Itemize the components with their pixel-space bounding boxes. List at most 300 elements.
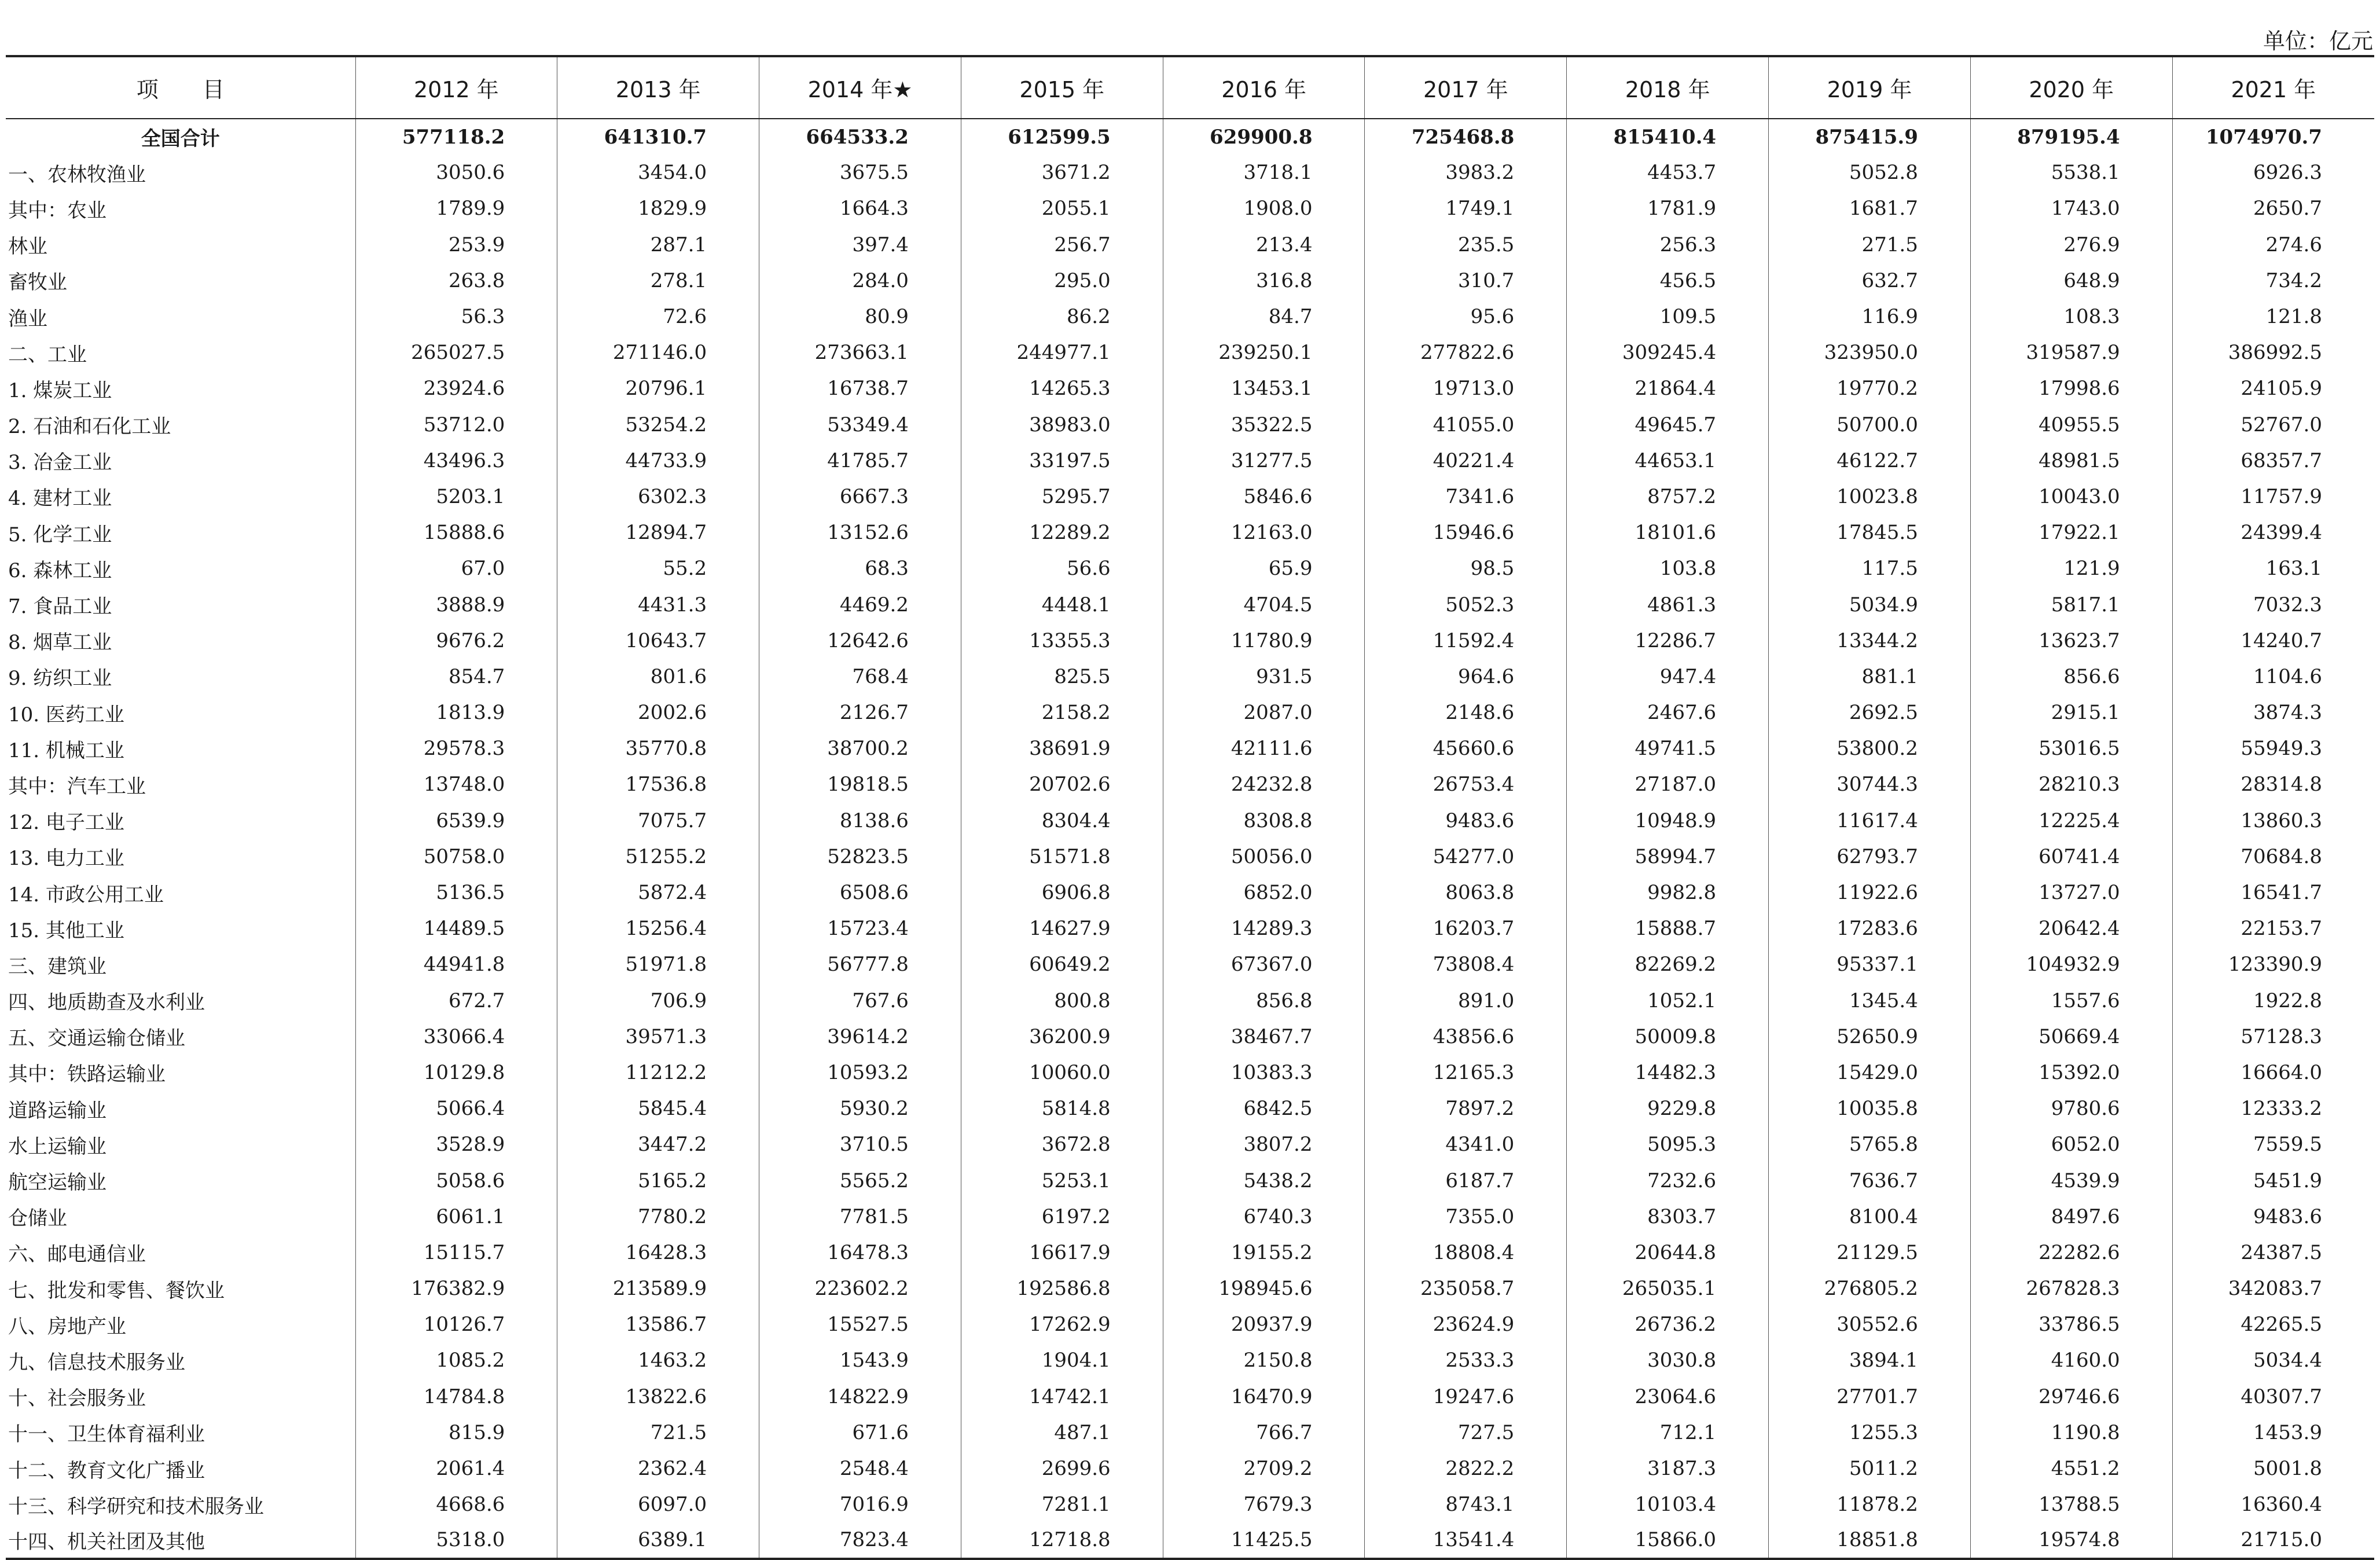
cell-value: 14289.3: [1163, 911, 1365, 946]
cell-value: 2692.5: [1769, 695, 1971, 731]
cell-value: 21715.0: [2172, 1522, 2374, 1558]
cell-value: 13541.4: [1365, 1522, 1567, 1558]
cell-value: 50009.8: [1567, 1019, 1769, 1055]
cell-value: 1543.9: [759, 1342, 961, 1378]
cell-value: 1904.1: [961, 1342, 1163, 1378]
cell-value: 815.9: [355, 1415, 557, 1451]
row-label: 八、房地产业: [8, 1315, 126, 1338]
table-row: [6, 1486, 2374, 1522]
cell-value: 2709.2: [1163, 1451, 1365, 1486]
cell-value: 271146.0: [557, 335, 759, 370]
cell-value: 3874.3: [2172, 695, 2374, 731]
table-row: [6, 263, 2374, 299]
cell-value: 8757.2: [1567, 479, 1769, 515]
cell-value: 2150.8: [1163, 1342, 1365, 1378]
cell-value: 768.4: [759, 659, 961, 695]
row-label: 水上运输业: [8, 1135, 106, 1158]
cell-value: 319587.9: [1970, 335, 2172, 370]
cell-value: 86.2: [961, 299, 1163, 335]
cell-value: 18851.8: [1769, 1522, 1971, 1558]
cell-value: 7232.6: [1567, 1162, 1769, 1198]
cell-value: 1463.2: [557, 1342, 759, 1378]
cell-value: 1789.9: [355, 190, 557, 226]
cell-value: 5253.1: [961, 1162, 1163, 1198]
cell-value: 15429.0: [1769, 1055, 1971, 1091]
cell-value: 7781.5: [759, 1199, 961, 1235]
cell-value: 235058.7: [1365, 1271, 1567, 1306]
cell-value: 5930.2: [759, 1091, 961, 1126]
cell-value: 20937.9: [1163, 1306, 1365, 1342]
cell-value: 1749.1: [1365, 190, 1567, 226]
cell-value: 5565.2: [759, 1162, 961, 1198]
cell-value: 23924.6: [355, 370, 557, 406]
total-row: [6, 119, 2374, 155]
cell-value: 6389.1: [557, 1522, 759, 1558]
row-label: 8. 烟草工业: [8, 631, 112, 655]
cell-value: 3447.2: [557, 1126, 759, 1162]
cell-value: 39571.3: [557, 1019, 759, 1055]
cell-value: 6187.7: [1365, 1162, 1567, 1198]
table-row: [6, 1379, 2374, 1415]
cell-value: 44733.9: [557, 443, 759, 479]
cell-value: 6852.0: [1163, 875, 1365, 911]
table-body: [6, 119, 2374, 1559]
table-row: [6, 1415, 2374, 1451]
header-item: 项 目: [6, 56, 355, 119]
cell-value: 2061.4: [355, 1451, 557, 1486]
cell-value: 51255.2: [557, 839, 759, 875]
cell-value: 274.6: [2172, 227, 2374, 263]
cell-value: 875415.9: [1769, 119, 1971, 155]
cell-value: 13748.0: [355, 766, 557, 802]
cell-value: 41785.7: [759, 443, 961, 479]
table-row: [6, 370, 2374, 406]
cell-value: 176382.9: [355, 1271, 557, 1306]
cell-value: 15115.7: [355, 1235, 557, 1271]
cell-value: 38467.7: [1163, 1019, 1365, 1055]
cell-value: 33197.5: [961, 443, 1163, 479]
row-label: 一、农林牧渔业: [8, 163, 146, 186]
cell-value: 51971.8: [557, 946, 759, 982]
cell-value: 44653.1: [1567, 443, 1769, 479]
row-label: 十一、卫生体育福利业: [8, 1423, 205, 1447]
cell-value: 18808.4: [1365, 1235, 1567, 1271]
cell-value: 5845.4: [557, 1091, 759, 1126]
cell-value: 5814.8: [961, 1091, 1163, 1126]
row-label: 10. 医药工业: [8, 703, 124, 726]
cell-value: 9982.8: [1567, 875, 1769, 911]
cell-value: 2822.2: [1365, 1451, 1567, 1486]
cell-value: 2158.2: [961, 695, 1163, 731]
cell-value: 73808.4: [1365, 946, 1567, 982]
cell-value: 1104.6: [2172, 659, 2374, 695]
cell-value: 721.5: [557, 1415, 759, 1451]
cell-value: 15256.4: [557, 911, 759, 946]
table-row: [6, 190, 2374, 226]
cell-value: 53800.2: [1769, 731, 1971, 766]
cell-value: 10383.3: [1163, 1055, 1365, 1091]
cell-value: 38983.0: [961, 407, 1163, 443]
cell-value: 109.5: [1567, 299, 1769, 335]
cell-value: 103.8: [1567, 550, 1769, 586]
cell-value: 17262.9: [961, 1306, 1163, 1342]
cell-value: 3807.2: [1163, 1126, 1365, 1162]
cell-value: 104932.9: [1970, 946, 2172, 982]
cell-value: 725468.8: [1365, 119, 1567, 155]
cell-value: 11922.6: [1769, 875, 1971, 911]
table-row: [6, 623, 2374, 659]
cell-value: 19818.5: [759, 766, 961, 802]
cell-value: 316.8: [1163, 263, 1365, 299]
cell-value: 256.3: [1567, 227, 1769, 263]
cell-value: 10043.0: [1970, 479, 2172, 515]
cell-value: 1557.6: [1970, 983, 2172, 1019]
cell-value: 5034.4: [2172, 1342, 2374, 1378]
cell-value: 6061.1: [355, 1199, 557, 1235]
row-label: 六、邮电通信业: [8, 1243, 146, 1267]
cell-value: 16541.7: [2172, 875, 2374, 911]
cell-value: 456.5: [1567, 263, 1769, 299]
row-label: 十、社会服务业: [8, 1387, 146, 1411]
cell-value: 825.5: [961, 659, 1163, 695]
cell-value: 1052.1: [1567, 983, 1769, 1019]
cell-value: 4448.1: [961, 586, 1163, 622]
header-year: 2020 年: [1970, 56, 2172, 119]
cell-value: 267828.3: [1970, 1271, 2172, 1306]
cell-value: 931.5: [1163, 659, 1365, 695]
cell-value: 26736.2: [1567, 1306, 1769, 1342]
cell-value: 58994.7: [1567, 839, 1769, 875]
cell-value: 116.9: [1769, 299, 1971, 335]
cell-value: 766.7: [1163, 1415, 1365, 1451]
cell-value: 6539.9: [355, 803, 557, 839]
cell-value: 19247.6: [1365, 1379, 1567, 1415]
table-row: [6, 1342, 2374, 1378]
cell-value: 10035.8: [1769, 1091, 1971, 1126]
cell-value: 1085.2: [355, 1342, 557, 1378]
cell-value: 16478.3: [759, 1235, 961, 1271]
cell-value: 3894.1: [1769, 1342, 1971, 1378]
cell-value: 4704.5: [1163, 586, 1365, 622]
cell-value: 27701.7: [1769, 1379, 1971, 1415]
cell-value: 213.4: [1163, 227, 1365, 263]
cell-value: 5034.9: [1769, 586, 1971, 622]
cell-value: 55949.3: [2172, 731, 2374, 766]
cell-value: 5846.6: [1163, 479, 1365, 515]
cell-value: 51571.8: [961, 839, 1163, 875]
table-row: [6, 1451, 2374, 1486]
table-row: [6, 550, 2374, 586]
cell-value: 767.6: [759, 983, 961, 1019]
cell-value: 7032.3: [2172, 586, 2374, 622]
cell-value: 67.0: [355, 550, 557, 586]
cell-value: 3454.0: [557, 155, 759, 190]
cell-value: 10060.0: [961, 1055, 1163, 1091]
cell-value: 108.3: [1970, 299, 2172, 335]
table-row: [6, 983, 2374, 1019]
cell-value: 95337.1: [1769, 946, 1971, 982]
cell-value: 52650.9: [1769, 1019, 1971, 1055]
cell-value: 10023.8: [1769, 479, 1971, 515]
row-label: 5. 化学工业: [8, 523, 112, 546]
table-row: [6, 1522, 2374, 1558]
cell-value: 16203.7: [1365, 911, 1567, 946]
cell-value: 10593.2: [759, 1055, 961, 1091]
cell-value: 50758.0: [355, 839, 557, 875]
cell-value: 8497.6: [1970, 1199, 2172, 1235]
row-label: 林业: [8, 235, 47, 259]
header-year: 2013 年: [557, 56, 759, 119]
cell-value: 6302.3: [557, 479, 759, 515]
cell-value: 4539.9: [1970, 1162, 2172, 1198]
cell-value: 278.1: [557, 263, 759, 299]
cell-value: 2467.6: [1567, 695, 1769, 731]
cell-value: 13453.1: [1163, 370, 1365, 406]
cell-value: 40955.5: [1970, 407, 2172, 443]
cell-value: 16470.9: [1163, 1379, 1365, 1415]
cell-value: 16617.9: [961, 1235, 1163, 1271]
cell-value: 2126.7: [759, 695, 961, 731]
table-row: [6, 1271, 2374, 1306]
row-label: 道路运输业: [8, 1099, 106, 1122]
cell-value: 38700.2: [759, 731, 961, 766]
row-label: 12. 电子工业: [8, 811, 124, 835]
cell-value: 17536.8: [557, 766, 759, 802]
cell-value: 648.9: [1970, 263, 2172, 299]
cell-value: 44941.8: [355, 946, 557, 982]
table-row: [6, 803, 2374, 839]
cell-value: 263.8: [355, 263, 557, 299]
cell-value: 9483.6: [2172, 1199, 2374, 1235]
data-table: [6, 55, 2374, 1560]
cell-value: 33786.5: [1970, 1306, 2172, 1342]
cell-value: 629900.8: [1163, 119, 1365, 155]
cell-value: 3050.6: [355, 155, 557, 190]
row-label: 11. 机械工业: [8, 739, 124, 762]
cell-value: 14265.3: [961, 370, 1163, 406]
cell-value: 19155.2: [1163, 1235, 1365, 1271]
cell-value: 612599.5: [961, 119, 1163, 155]
cell-value: 13822.6: [557, 1379, 759, 1415]
cell-value: 19713.0: [1365, 370, 1567, 406]
cell-value: 3528.9: [355, 1126, 557, 1162]
cell-value: 5136.5: [355, 875, 557, 911]
cell-value: 14240.7: [2172, 623, 2374, 659]
cell-value: 13860.3: [2172, 803, 2374, 839]
cell-value: 5438.2: [1163, 1162, 1365, 1198]
table-row: [6, 227, 2374, 263]
cell-value: 11878.2: [1769, 1486, 1971, 1522]
cell-value: 8743.1: [1365, 1486, 1567, 1522]
cell-value: 15392.0: [1970, 1055, 2172, 1091]
cell-value: 5052.3: [1365, 586, 1567, 622]
cell-value: 17922.1: [1970, 515, 2172, 550]
table-row: [6, 1019, 2374, 1055]
cell-value: 48981.5: [1970, 443, 2172, 479]
cell-value: 323950.0: [1769, 335, 1971, 370]
row-label: 9. 纺织工业: [8, 667, 112, 691]
row-label: 其中：农业: [8, 199, 106, 222]
header-year: 2019 年: [1769, 56, 1971, 119]
cell-value: 9483.6: [1365, 803, 1567, 839]
cell-value: 21129.5: [1769, 1235, 1971, 1271]
cell-value: 43856.6: [1365, 1019, 1567, 1055]
table-row: [6, 659, 2374, 695]
cell-value: 223602.2: [759, 1271, 961, 1306]
cell-value: 20702.6: [961, 766, 1163, 802]
table-row: [6, 911, 2374, 946]
cell-value: 284.0: [759, 263, 961, 299]
cell-value: 295.0: [961, 263, 1163, 299]
cell-value: 13355.3: [961, 623, 1163, 659]
cell-value: 13586.7: [557, 1306, 759, 1342]
header-year: 2014 年★: [759, 56, 961, 119]
cell-value: 8303.7: [1567, 1199, 1769, 1235]
cell-value: 706.9: [557, 983, 759, 1019]
cell-value: 879195.4: [1970, 119, 2172, 155]
cell-value: 801.6: [557, 659, 759, 695]
cell-value: 1664.3: [759, 190, 961, 226]
row-label: 七、批发和零售、餐饮业: [8, 1279, 225, 1302]
table-row: [6, 1126, 2374, 1162]
cell-value: 49645.7: [1567, 407, 1769, 443]
cell-value: 14742.1: [961, 1379, 1163, 1415]
cell-value: 2699.6: [961, 1451, 1163, 1486]
cell-value: 68357.7: [2172, 443, 2374, 479]
cell-value: 13152.6: [759, 515, 961, 550]
table-row: [6, 731, 2374, 766]
cell-value: 50669.4: [1970, 1019, 2172, 1055]
cell-value: 5203.1: [355, 479, 557, 515]
cell-value: 4431.3: [557, 586, 759, 622]
cell-value: 947.4: [1567, 659, 1769, 695]
cell-value: 12225.4: [1970, 803, 2172, 839]
cell-value: 9780.6: [1970, 1091, 2172, 1126]
cell-value: 10948.9: [1567, 803, 1769, 839]
cell-value: 42265.5: [2172, 1306, 2374, 1342]
cell-value: 26753.4: [1365, 766, 1567, 802]
cell-value: 11592.4: [1365, 623, 1567, 659]
cell-value: 2055.1: [961, 190, 1163, 226]
cell-value: 7016.9: [759, 1486, 961, 1522]
cell-value: 5052.8: [1769, 155, 1971, 190]
cell-value: 9229.8: [1567, 1091, 1769, 1126]
row-label: 全国合计: [141, 127, 220, 151]
cell-value: 1255.3: [1769, 1415, 1971, 1451]
cell-value: 4668.6: [355, 1486, 557, 1522]
cell-value: 1829.9: [557, 190, 759, 226]
cell-value: 11780.9: [1163, 623, 1365, 659]
header-year: 2018 年: [1567, 56, 1769, 119]
cell-value: 881.1: [1769, 659, 1971, 695]
row-label: 十四、机关社团及其他: [6, 1522, 355, 1558]
cell-value: 7075.7: [557, 803, 759, 839]
cell-value: 12286.7: [1567, 623, 1769, 659]
cell-value: 3187.3: [1567, 1451, 1769, 1486]
row-label: 十二、教育文化广播业: [8, 1459, 205, 1482]
cell-value: 641310.7: [557, 119, 759, 155]
cell-value: 5165.2: [557, 1162, 759, 1198]
cell-value: 72.6: [557, 299, 759, 335]
cell-value: 277822.6: [1365, 335, 1567, 370]
cell-value: 24105.9: [2172, 370, 2374, 406]
cell-value: 6906.8: [961, 875, 1163, 911]
cell-value: 53712.0: [355, 407, 557, 443]
cell-value: 11212.2: [557, 1055, 759, 1091]
cell-value: 6052.0: [1970, 1126, 2172, 1162]
cell-value: 856.6: [1970, 659, 2172, 695]
row-label: 仓储业: [8, 1207, 67, 1231]
table-row: [6, 1199, 2374, 1235]
cell-value: 12165.3: [1365, 1055, 1567, 1091]
cell-value: 5765.8: [1769, 1126, 1971, 1162]
cell-value: 52767.0: [2172, 407, 2374, 443]
cell-value: 12718.8: [961, 1522, 1163, 1558]
cell-value: 11617.4: [1769, 803, 1971, 839]
cell-value: 14822.9: [759, 1379, 961, 1415]
cell-value: 41055.0: [1365, 407, 1567, 443]
cell-value: 287.1: [557, 227, 759, 263]
cell-value: 35770.8: [557, 731, 759, 766]
cell-value: 7679.3: [1163, 1486, 1365, 1522]
cell-value: 23624.9: [1365, 1306, 1567, 1342]
cell-value: 309245.4: [1567, 335, 1769, 370]
cell-value: 5872.4: [557, 875, 759, 911]
cell-value: 5011.2: [1769, 1451, 1971, 1486]
cell-value: 4469.2: [759, 586, 961, 622]
cell-value: 50700.0: [1769, 407, 1971, 443]
cell-value: 12333.2: [2172, 1091, 2374, 1126]
cell-value: 68.3: [759, 550, 961, 586]
cell-value: 10129.8: [355, 1055, 557, 1091]
row-label: 九、信息技术服务业: [8, 1350, 185, 1374]
cell-value: 5058.6: [355, 1162, 557, 1198]
cell-value: 7823.4: [759, 1522, 961, 1558]
cell-value: 54277.0: [1365, 839, 1567, 875]
cell-value: 95.6: [1365, 299, 1567, 335]
cell-value: 5066.4: [355, 1091, 557, 1126]
cell-value: 7897.2: [1365, 1091, 1567, 1126]
cell-value: 121.9: [1970, 550, 2172, 586]
unit-label: 单位：亿元: [2263, 28, 2373, 54]
cell-value: 253.9: [355, 227, 557, 263]
cell-value: 29746.6: [1970, 1379, 2172, 1415]
cell-value: 9676.2: [355, 623, 557, 659]
cell-value: 712.1: [1567, 1415, 1769, 1451]
cell-value: 8138.6: [759, 803, 961, 839]
cell-value: 273663.1: [759, 335, 961, 370]
cell-value: 856.8: [1163, 983, 1365, 1019]
cell-value: 6842.5: [1163, 1091, 1365, 1126]
cell-value: 5817.1: [1970, 586, 2172, 622]
cell-value: 2533.3: [1365, 1342, 1567, 1378]
cell-value: 244977.1: [961, 335, 1163, 370]
cell-value: 52823.5: [759, 839, 961, 875]
cell-value: 14482.3: [1567, 1055, 1769, 1091]
cell-value: 13344.2: [1769, 623, 1971, 659]
cell-value: 1453.9: [2172, 1415, 2374, 1451]
cell-value: 6740.3: [1163, 1199, 1365, 1235]
table-row: [6, 586, 2374, 622]
cell-value: 3718.1: [1163, 155, 1365, 190]
cell-value: 5318.0: [355, 1522, 557, 1558]
table-row: [6, 155, 2374, 190]
header-year: 2012 年: [355, 56, 557, 119]
header-year: 2021 年: [2172, 56, 2374, 119]
cell-value: 121.8: [2172, 299, 2374, 335]
cell-value: 664533.2: [759, 119, 961, 155]
cell-value: 24387.5: [2172, 1235, 2374, 1271]
